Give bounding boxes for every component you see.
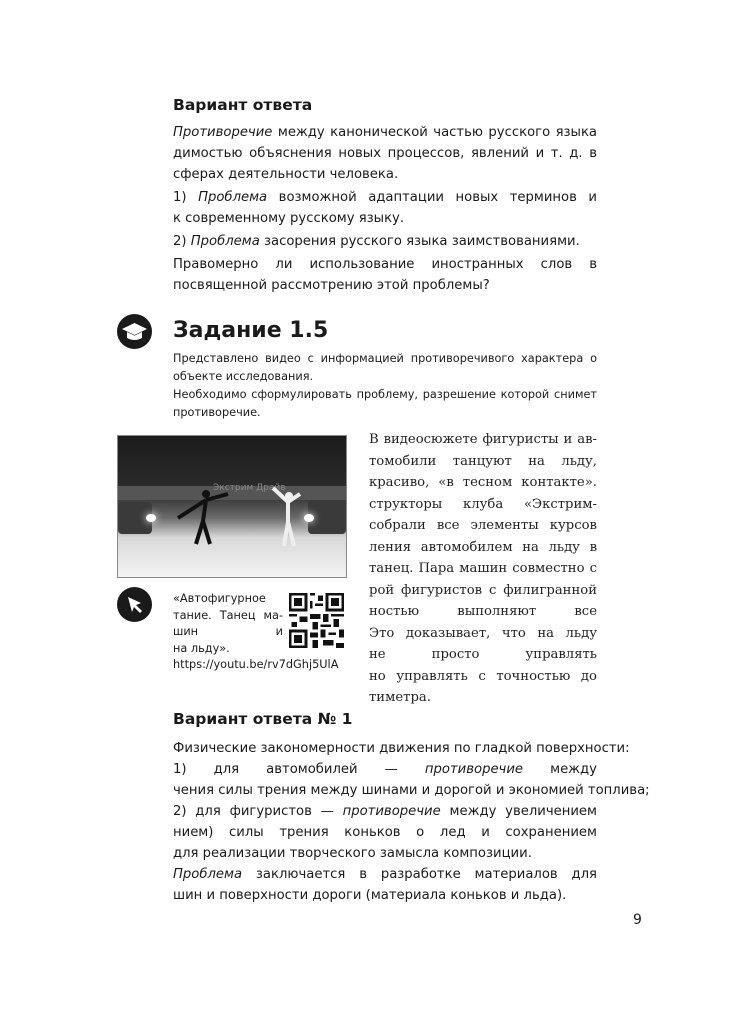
page-number: 9 xyxy=(633,912,642,928)
text-line: не просто управлять xyxy=(369,647,597,662)
text-line: собрали все элементы курсов xyxy=(369,518,597,533)
text-line: тиметра. xyxy=(369,690,431,705)
text-line: для реализации творческого замысла композиции. xyxy=(173,846,532,861)
italic-term: Проблема xyxy=(190,234,260,249)
text-line: структоры клуба «Экстрим- xyxy=(369,496,597,512)
list-item xyxy=(173,759,597,780)
text-line: Правомерно ли использование иностранных слов в xyxy=(173,257,597,272)
italic-term: противоречие xyxy=(424,762,524,777)
italic-term: Проблема xyxy=(173,867,243,882)
text-line: Необходимо сформулировать проблему, разрешение которой снимет xyxy=(173,388,597,401)
answer-heading: Вариант ответа xyxy=(173,96,313,114)
text-line: Физические закономерности движения по гладкой поверхности: xyxy=(173,741,630,756)
text: между xyxy=(550,762,597,777)
text-line: чения силы трения между шинами и дорогой и экономией топлива; xyxy=(173,783,650,798)
video-link[interactable]: https://youtu.be/rv7dGhj5UlA xyxy=(173,658,339,671)
text: возможной адаптации новых терминов и xyxy=(278,190,597,205)
video-still-photo xyxy=(117,435,347,578)
sign-text: Экстрим Драйв xyxy=(213,483,286,493)
text-line: Представлено видео с информацией противоречивого характера о xyxy=(173,352,597,365)
text: между увеличением xyxy=(449,804,597,819)
text-line: тание. Танец ма- xyxy=(173,608,283,622)
italic-term: Противоречие xyxy=(173,125,273,140)
answer-variant-1-body xyxy=(173,738,650,906)
list-item xyxy=(173,231,597,252)
text: 1) для автомобилей — xyxy=(173,762,425,777)
text: между канонической частью русского языка xyxy=(277,125,597,140)
num: 1) xyxy=(173,190,199,205)
task-title: Задание 1.5 xyxy=(173,318,329,343)
text-line: объекте исследования. xyxy=(173,370,314,383)
list-item xyxy=(173,801,597,822)
text-line: томобили танцуют на льду, xyxy=(369,453,597,469)
text-line: танец. Пара машин совместно с xyxy=(369,561,597,576)
list-item xyxy=(173,187,597,208)
text-line: шин и xyxy=(173,625,283,638)
answer-body xyxy=(173,122,597,296)
text-line: В видеосюжете фигуристы и ав- xyxy=(369,432,597,447)
text-line: сферах деятельности человека. xyxy=(173,167,399,182)
text-line: ления автомобилем на льду в xyxy=(369,539,597,555)
text-line xyxy=(173,864,597,885)
text-line: ностью выполняют все xyxy=(369,604,597,619)
text-line: Это доказывает, что на льду xyxy=(369,625,597,641)
text-line: посвященной рассмотрению этой проблемы? xyxy=(173,278,490,293)
num: 2) xyxy=(173,234,191,249)
text-line: противоречие. xyxy=(173,406,261,419)
text-line: красиво, «в тесном контакте». xyxy=(369,475,597,490)
text: заключается в разработке материалов для xyxy=(255,867,597,882)
text: 2) для фигуристов — xyxy=(173,804,343,819)
text: засорения русского языка заимствованиями. xyxy=(259,234,580,249)
text-line: но управлять с точностью до xyxy=(369,668,597,684)
task-description xyxy=(369,429,597,709)
italic-term: противоречие xyxy=(342,804,441,819)
text-line: на льду». xyxy=(173,641,230,655)
italic-term: Проблема xyxy=(198,190,268,205)
text-line xyxy=(173,122,597,143)
qr-code[interactable] xyxy=(289,593,344,648)
text-line: рой фигуристов с филигранной xyxy=(369,582,597,598)
text-line: димостью объяснения новых процессов, явлений и т. д. в xyxy=(173,146,597,161)
text-line: к современному русскому языку. xyxy=(173,211,405,226)
text-line: шин и поверхности дороги (материала коньков и льда). xyxy=(173,888,567,903)
task-intro xyxy=(173,350,597,422)
cursor-arrow-icon xyxy=(117,587,152,622)
graduation-cap-icon xyxy=(117,314,152,349)
text-line: нием) силы трения коньков о лед и сохранением xyxy=(173,825,597,840)
answer-variant-1-heading: Вариант ответа № 1 xyxy=(173,710,353,728)
text-line: «Автофигурное xyxy=(173,592,266,605)
video-caption xyxy=(173,591,339,674)
